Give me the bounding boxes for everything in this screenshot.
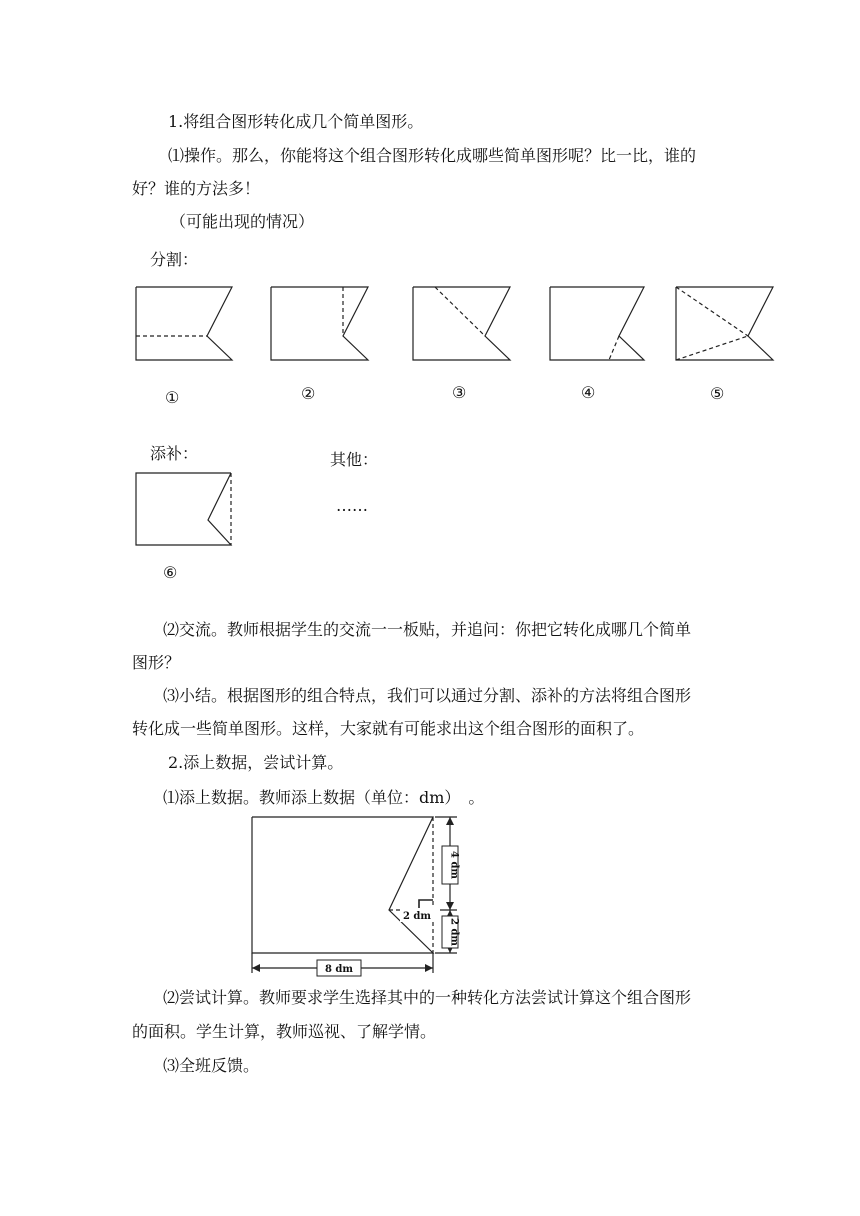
possible-cases: （可能出现的情况） bbox=[170, 212, 315, 231]
other-label: 其他： bbox=[330, 450, 379, 469]
figure-label-1: ① bbox=[165, 388, 180, 407]
dim-top-right: 4 dm bbox=[448, 850, 460, 880]
try-line-1: ⑵尝试计算。教师要求学生选择其中的一种转化方法尝试计算这个组合图形 bbox=[163, 988, 692, 1007]
figure-label-2: ② bbox=[301, 384, 316, 403]
exchange-line-2: 图形？ bbox=[132, 653, 181, 672]
dim-middle: 2 dm bbox=[402, 911, 432, 922]
summary-line-1: ⑶小结。根据图形的组合特点，我们可以通过分割、添补的方法将组合图形 bbox=[163, 686, 692, 705]
operation-line-2: 好？谁的方法多！ bbox=[132, 179, 261, 198]
figure-4-split bbox=[547, 284, 657, 364]
exchange-line-1: ⑵交流。教师根据学生的交流一一板贴，并追问：你把它转化成哪几个简单 bbox=[163, 620, 692, 639]
data-line: ⑴添上数据。教师添上数据（单位：dm） 。 bbox=[163, 788, 485, 807]
figure-label-5: ⑤ bbox=[710, 384, 725, 403]
section2-heading: 2.添上数据，尝试计算。 bbox=[168, 753, 344, 772]
dimensioned-figure bbox=[245, 810, 475, 980]
split-label: 分割： bbox=[150, 250, 199, 269]
operation-line-1: ⑴操作。那么，你能将这个组合图形转化成哪些简单图形呢？比一比，谁的 bbox=[168, 146, 697, 165]
figure-6-fill bbox=[132, 470, 242, 550]
summary-line-2: 转化成一些简单图形。这样，大家就有可能求出这个组合图形的面积了。 bbox=[132, 719, 645, 738]
dim-bottom-right: 2 dm bbox=[448, 917, 460, 947]
section1-heading: 1.将组合图形转化成几个简单图形。 bbox=[168, 112, 424, 131]
fill-label: 添补： bbox=[150, 444, 199, 463]
dim-bottom: 8 dm bbox=[324, 964, 354, 975]
ellipsis: …… bbox=[336, 496, 368, 515]
figure-1-split bbox=[132, 284, 242, 364]
figure-label-3: ③ bbox=[452, 383, 467, 402]
figure-label-4: ④ bbox=[581, 383, 596, 402]
figure-label-6: ⑥ bbox=[163, 563, 178, 582]
try-line-2: 的面积。学生计算，教师巡视、了解学情。 bbox=[132, 1022, 437, 1041]
figure-5-split bbox=[673, 284, 783, 364]
figure-2-split bbox=[268, 284, 378, 364]
feedback-line: ⑶全班反馈。 bbox=[163, 1056, 260, 1075]
figure-3-split bbox=[410, 284, 520, 364]
